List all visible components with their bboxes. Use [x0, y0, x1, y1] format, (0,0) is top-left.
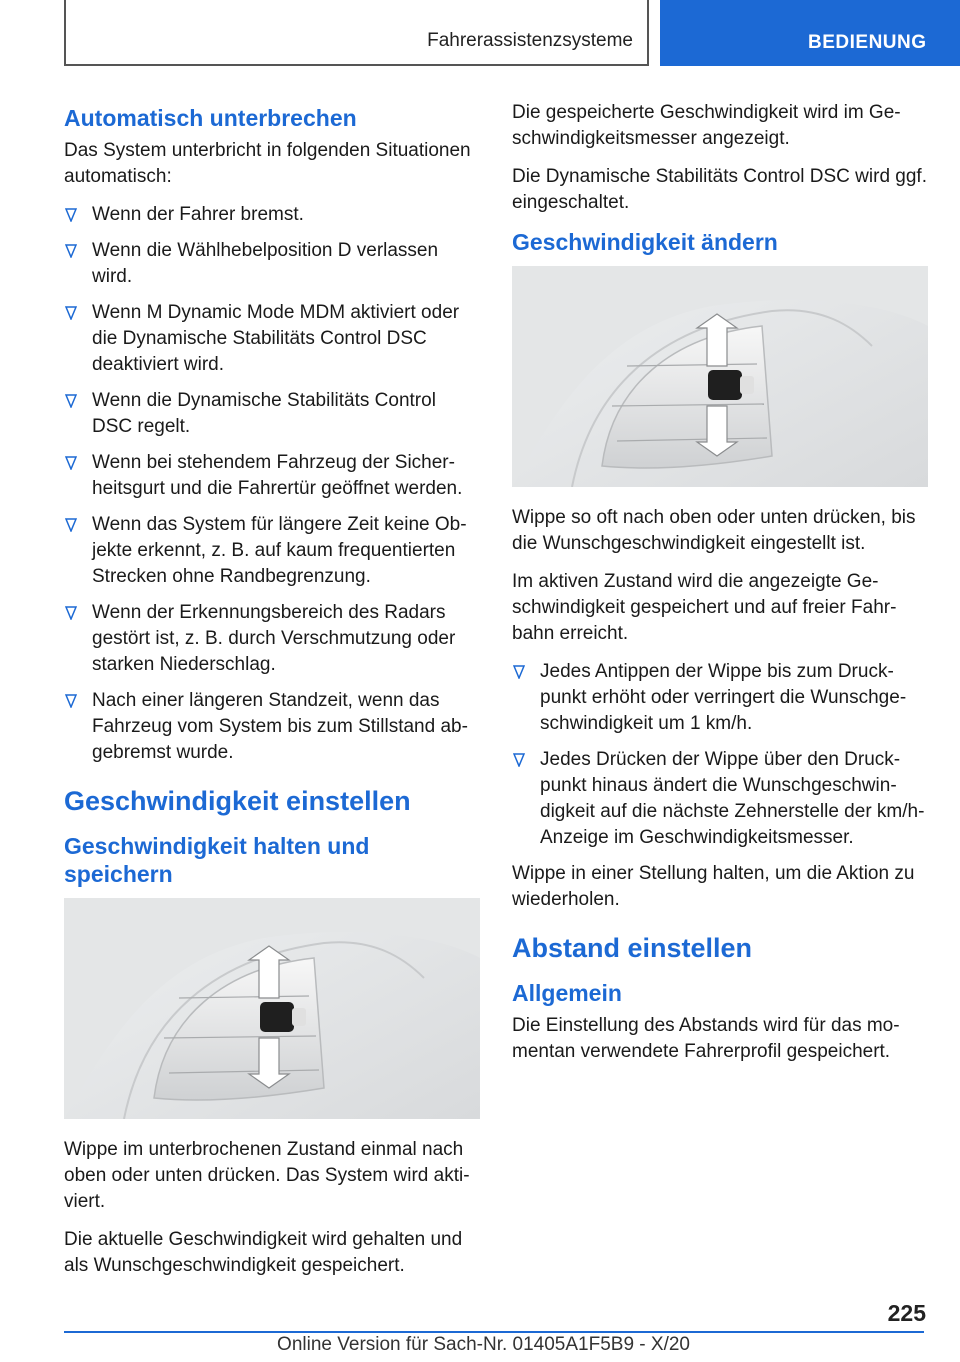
list-item: Nach einer längeren Standzeit, wenn das Fahrzeug vom System bis zum Stillstand abgebremst wurde.: [64, 688, 480, 766]
paragraph-active-state: Im aktiven Zustand wird die angezeigte Geschwindigkeit gespeichert und auf freier Fahrbahn erreicht.: [512, 571, 897, 644]
triangle-bullet-icon: [65, 306, 77, 320]
list-item: Jedes Drücken der Wippe über den Druckpunkt hinaus ändert die Wunschgeschwindigkeit auf die nächste Zehnerstelle der km/h-Anzeige im Geschwindigkeitsmesser.: [512, 747, 928, 851]
footer-divider: [64, 1331, 924, 1333]
list-item: Wenn der Fahrer bremst.: [64, 202, 480, 228]
rocker-actions-list: [512, 659, 928, 851]
list-item: Wenn bei stehendem Fahrzeug der Sicherheitsgurt und die Fahrertür geöffnet werden.: [64, 450, 480, 502]
footer-online-version: Online Version für Sach-Nr. 01405A1F5B9 - X/20: [277, 1334, 690, 1355]
heading-set-distance: Abstand einstellen: [512, 933, 753, 963]
section-title: Fahrerassistenzsysteme: [427, 30, 633, 51]
page-number: 225: [887, 1300, 926, 1326]
rocker-switch-illustration: [64, 898, 480, 1119]
chapter-title: BEDIENUNG: [808, 32, 927, 53]
heading-auto-interrupt: Automatisch unterbrechen: [64, 105, 357, 131]
heading-general: Allgemein: [512, 980, 622, 1006]
heading-change-speed: Geschwindigkeit ändern: [512, 229, 778, 255]
triangle-bullet-icon: [65, 518, 77, 532]
paragraph-press-once: Wippe im unterbrochenen Zustand einmal nach oben oder unten drücken. Das System wird aktiviert.: [64, 1139, 470, 1212]
list-item: Wenn M Dynamic Mode MDM aktiviert oder die Dynamische Stabilitäts Control DSC deaktiviert wird.: [64, 300, 480, 378]
triangle-bullet-icon: [513, 753, 525, 767]
interrupt-conditions-list: [64, 202, 480, 766]
steering-wheel-rocker-figure: [512, 266, 928, 487]
list-item: Wenn die Wählhebelposition D verlassen wird.: [64, 238, 480, 290]
left-column: [64, 100, 480, 1291]
paragraph-dsc: Die Dynamische Stabilitäts Control DSC wird ggf. eingeschaltet.: [512, 166, 927, 213]
header-chapter-box: [660, 0, 960, 66]
header-section-box: [64, 0, 649, 66]
paragraph-current-speed: Die aktuelle Geschwindigkeit wird gehalten und als Wunschgeschwindigkeit gespeichert.: [64, 1229, 463, 1276]
list-item: Wenn der Erkennungsbereich des Radars gestört ist, z. B. durch Verschmutzung oder starken Niederschlag.: [64, 600, 480, 678]
triangle-bullet-icon: [65, 606, 77, 620]
list-item: Jedes Antippen der Wippe bis zum Druckpunkt erhöht oder verringert die Wunschgeschwindigkeit um 1 km/h.: [512, 659, 928, 737]
heading-hold-store-speed: Geschwindigkeit halten und speichern: [64, 833, 370, 887]
list-item: Wenn das System für längere Zeit keine Objekte erkennt, z. B. auf kaum frequentierten Strecken ohne Randbegrenzung.: [64, 512, 480, 590]
triangle-bullet-icon: [513, 665, 525, 679]
paragraph-distance-general: Die Einstellung des Abstands wird für das momentan verwendete Fahrerprofil gespeichert.: [512, 1015, 900, 1062]
right-column: [512, 100, 928, 1077]
list-item: Wenn die Dynamische Stabilitäts Control DSC regelt.: [64, 388, 480, 440]
triangle-bullet-icon: [65, 394, 77, 408]
paragraph-auto-interrupt: Das System unterbricht in folgenden Situationen automatisch:: [64, 140, 471, 187]
triangle-bullet-icon: [65, 244, 77, 258]
triangle-bullet-icon: [65, 456, 77, 470]
rocker-switch-illustration: [512, 266, 928, 487]
steering-wheel-rocker-figure: [64, 898, 480, 1119]
paragraph-press-repeatedly: Wippe so oft nach oben oder unten drücken, bis die Wunschgeschwindigkeit eingestellt ist.: [512, 507, 916, 554]
heading-set-speed: Geschwindigkeit einstellen: [64, 786, 411, 816]
paragraph-hold-rocker: Wippe in einer Stellung halten, um die Aktion zu wiederholen.: [512, 863, 915, 910]
paragraph-stored-speed: Die gespeicherte Geschwindigkeit wird im Geschwindigkeitsmesser angezeigt.: [512, 102, 901, 149]
triangle-bullet-icon: [65, 694, 77, 708]
triangle-bullet-icon: [65, 208, 77, 222]
